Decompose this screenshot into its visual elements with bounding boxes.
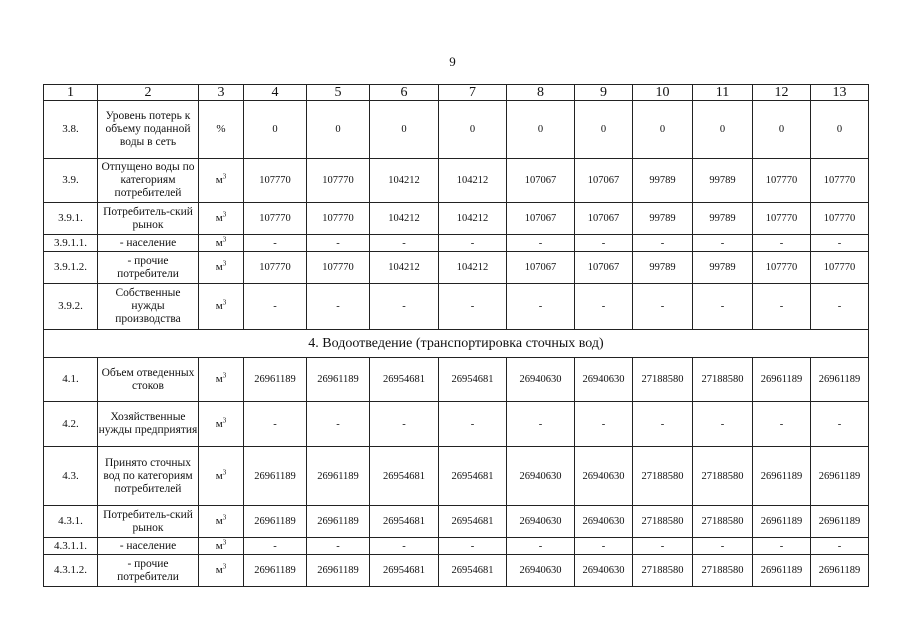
value-cell: 26961189 (244, 358, 307, 402)
column-header: 12 (753, 85, 811, 101)
value-cell: 107067 (575, 203, 633, 235)
section-title: 4. Водоотведение (транспортировка сточных вод) (44, 330, 869, 358)
value-cell: 0 (370, 101, 439, 159)
table-row (44, 159, 869, 203)
column-header: 7 (439, 85, 507, 101)
value-cell: 26940630 (575, 555, 633, 587)
value-cell: 26940630 (507, 506, 575, 538)
value-cell: - (244, 402, 307, 447)
unit-text: % (216, 123, 226, 135)
value-cell: 104212 (370, 203, 439, 235)
value-cell: 26954681 (439, 555, 507, 587)
value-cell: 26961189 (811, 358, 869, 402)
value-cell: 0 (753, 101, 811, 159)
unit-text: м (215, 564, 223, 576)
row-code: 4.2. (44, 402, 98, 447)
value-cell: 107770 (244, 159, 307, 203)
value-cell: 27188580 (693, 506, 753, 538)
value-cell: - (507, 235, 575, 252)
value-cell: 107770 (307, 203, 370, 235)
unit-superscript: 3 (222, 172, 227, 181)
value-cell: - (507, 538, 575, 555)
table-row (44, 235, 869, 252)
unit-superscript: 3 (222, 210, 227, 219)
value-cell: 27188580 (633, 358, 693, 402)
table-row (44, 555, 869, 587)
unit-superscript: 3 (222, 513, 227, 522)
value-cell: 107067 (507, 203, 575, 235)
value-cell: 107770 (244, 252, 307, 284)
table-row (44, 252, 869, 284)
column-header: 6 (370, 85, 439, 101)
value-cell: - (693, 284, 753, 330)
value-cell: - (370, 235, 439, 252)
table-row (44, 538, 869, 555)
value-cell: 99789 (693, 252, 753, 284)
unit-text: м (215, 174, 223, 186)
value-cell: 107770 (244, 203, 307, 235)
value-cell: 26961189 (811, 447, 869, 506)
value-cell: - (633, 402, 693, 447)
row-unit (199, 235, 244, 252)
value-cell: 26954681 (370, 555, 439, 587)
row-name: Уровень потерь к объему поданной воды в сеть (98, 101, 199, 159)
value-cell: 0 (811, 101, 869, 159)
unit-superscript: 3 (222, 467, 227, 476)
unit-text: м (215, 469, 223, 482)
value-cell: 107770 (811, 159, 869, 203)
value-cell: 26940630 (575, 447, 633, 506)
value-cell: 104212 (439, 252, 507, 284)
row-name: - население (98, 235, 199, 252)
column-header: 13 (811, 85, 869, 101)
value-cell: - (244, 538, 307, 555)
value-cell: 26954681 (370, 506, 439, 538)
row-code: 3.9. (44, 159, 98, 203)
row-name: Принято сточных вод по категориям потребителей (98, 447, 199, 506)
row-name: Объем отведенных стоков (98, 358, 199, 402)
column-header: 5 (307, 85, 370, 101)
row-name: Отпущено воды по категориям потребителей (98, 159, 199, 203)
row-unit (199, 402, 244, 447)
value-cell: 107770 (307, 252, 370, 284)
unit-text: м (215, 539, 223, 552)
column-header: 10 (633, 85, 693, 101)
value-cell: 27188580 (633, 447, 693, 506)
table-row (44, 447, 869, 506)
row-unit (199, 203, 244, 235)
row-unit (199, 506, 244, 538)
value-cell: 26954681 (370, 358, 439, 402)
value-cell: 104212 (439, 203, 507, 235)
page-number: 9 (449, 54, 456, 69)
row-unit (199, 252, 244, 284)
value-cell: 26954681 (439, 506, 507, 538)
unit-superscript: 3 (222, 537, 227, 546)
row-unit (199, 447, 244, 506)
value-cell: 0 (244, 101, 307, 159)
row-unit (199, 101, 244, 159)
value-cell: - (811, 235, 869, 252)
value-cell: 26961189 (244, 555, 307, 587)
unit-text: м (215, 300, 223, 312)
value-cell: - (575, 284, 633, 330)
row-code: 4.3.1.2. (44, 555, 98, 587)
value-cell: 107770 (753, 159, 811, 203)
value-cell: - (693, 235, 753, 252)
value-cell: - (753, 235, 811, 252)
row-name: Хозяйственные нужды предприятия (98, 402, 199, 447)
column-header: 8 (507, 85, 575, 101)
value-cell: 0 (307, 101, 370, 159)
value-cell: 0 (693, 101, 753, 159)
value-cell: 0 (507, 101, 575, 159)
row-name: - население (98, 538, 199, 555)
row-code: 3.9.1.1. (44, 235, 98, 252)
value-cell: 26961189 (307, 358, 370, 402)
value-cell: 26961189 (307, 447, 370, 506)
value-cell: 27188580 (693, 447, 753, 506)
row-unit (199, 538, 244, 555)
value-cell: 107770 (753, 203, 811, 235)
value-cell: - (439, 538, 507, 555)
table-row (44, 101, 869, 159)
unit-superscript: 3 (222, 298, 227, 307)
value-cell: 107067 (575, 159, 633, 203)
row-code: 3.8. (44, 101, 98, 159)
value-cell: 104212 (370, 159, 439, 203)
value-cell: 107770 (811, 203, 869, 235)
value-cell: 107770 (811, 252, 869, 284)
value-cell: 27188580 (693, 358, 753, 402)
unit-superscript: 3 (222, 371, 227, 380)
value-cell: 26954681 (370, 447, 439, 506)
header-row (44, 85, 869, 101)
data-table (43, 84, 869, 587)
row-unit (199, 159, 244, 203)
value-cell: 107770 (753, 252, 811, 284)
row-code: 3.9.1. (44, 203, 98, 235)
value-cell: - (693, 402, 753, 447)
row-code: 4.3.1.1. (44, 538, 98, 555)
value-cell: 26940630 (507, 358, 575, 402)
row-name: Потребитель-ский рынок (98, 506, 199, 538)
value-cell: - (307, 402, 370, 447)
value-cell: - (753, 284, 811, 330)
value-cell: 26961189 (307, 555, 370, 587)
value-cell: 99789 (693, 159, 753, 203)
row-code: 3.9.1.2. (44, 252, 98, 284)
value-cell: 107770 (307, 159, 370, 203)
value-cell: 104212 (370, 252, 439, 284)
unit-text: м (215, 417, 223, 430)
value-cell: - (307, 284, 370, 330)
value-cell: 26961189 (307, 506, 370, 538)
value-cell: - (370, 284, 439, 330)
value-cell: - (575, 538, 633, 555)
value-cell: 104212 (439, 159, 507, 203)
value-cell: 26961189 (811, 506, 869, 538)
value-cell: - (244, 284, 307, 330)
value-cell: - (439, 284, 507, 330)
table-row (44, 203, 869, 235)
row-name: - прочие потребители (98, 555, 199, 587)
value-cell: 26940630 (575, 506, 633, 538)
row-code: 3.9.2. (44, 284, 98, 330)
row-unit (199, 284, 244, 330)
value-cell: 107067 (507, 159, 575, 203)
value-cell: 27188580 (693, 555, 753, 587)
value-cell: - (575, 402, 633, 447)
value-cell: - (633, 538, 693, 555)
value-cell: 26954681 (439, 447, 507, 506)
unit-superscript: 3 (222, 562, 227, 571)
unit-superscript: 3 (222, 234, 227, 243)
value-cell: 26961189 (811, 555, 869, 587)
value-cell: 26961189 (244, 447, 307, 506)
table-row (44, 358, 869, 402)
row-name: - прочие потребители (98, 252, 199, 284)
unit-text: м (215, 212, 223, 224)
value-cell: 26961189 (753, 447, 811, 506)
value-cell: 99789 (633, 203, 693, 235)
value-cell: - (633, 235, 693, 252)
row-unit (199, 555, 244, 587)
value-cell: 26940630 (507, 555, 575, 587)
column-header: 4 (244, 85, 307, 101)
row-code: 4.1. (44, 358, 98, 402)
column-header: 11 (693, 85, 753, 101)
row-name: Потребитель-ский рынок (98, 203, 199, 235)
section-row (44, 330, 869, 358)
value-cell: 26961189 (753, 358, 811, 402)
value-cell: 27188580 (633, 506, 693, 538)
value-cell: - (753, 402, 811, 447)
value-cell: - (633, 284, 693, 330)
row-code: 4.3.1. (44, 506, 98, 538)
value-cell: - (693, 538, 753, 555)
column-header: 9 (575, 85, 633, 101)
value-cell: 26940630 (507, 447, 575, 506)
value-cell: - (307, 235, 370, 252)
value-cell: 99789 (693, 203, 753, 235)
value-cell: - (307, 538, 370, 555)
column-header: 1 (44, 85, 98, 101)
column-header: 2 (98, 85, 199, 101)
value-cell: - (507, 402, 575, 447)
unit-superscript: 3 (222, 415, 227, 424)
row-unit (199, 358, 244, 402)
value-cell: 26940630 (575, 358, 633, 402)
value-cell: - (370, 402, 439, 447)
unit-text: м (215, 515, 223, 527)
value-cell: - (244, 235, 307, 252)
table-row (44, 402, 869, 447)
unit-text: м (215, 236, 223, 249)
value-cell: 26961189 (753, 506, 811, 538)
value-cell: 107067 (507, 252, 575, 284)
value-cell: 27188580 (633, 555, 693, 587)
value-cell: 107067 (575, 252, 633, 284)
unit-text: м (215, 373, 223, 385)
column-header: 3 (199, 85, 244, 101)
unit-text: м (215, 261, 223, 273)
value-cell: 0 (439, 101, 507, 159)
value-cell: - (811, 538, 869, 555)
value-cell: 26954681 (439, 358, 507, 402)
value-cell: - (811, 402, 869, 447)
value-cell: - (575, 235, 633, 252)
value-cell: - (753, 538, 811, 555)
value-cell: 26961189 (244, 506, 307, 538)
value-cell: - (439, 402, 507, 447)
value-cell: 99789 (633, 252, 693, 284)
unit-superscript: 3 (222, 259, 227, 268)
table-row (44, 284, 869, 330)
value-cell: - (439, 235, 507, 252)
value-cell: 99789 (633, 159, 693, 203)
value-cell: 0 (575, 101, 633, 159)
row-code: 4.3. (44, 447, 98, 506)
value-cell: 0 (633, 101, 693, 159)
value-cell: 26961189 (753, 555, 811, 587)
value-cell: - (370, 538, 439, 555)
value-cell: - (507, 284, 575, 330)
table-row (44, 506, 869, 538)
row-name: Собственные нужды производства (98, 284, 199, 330)
value-cell: - (811, 284, 869, 330)
